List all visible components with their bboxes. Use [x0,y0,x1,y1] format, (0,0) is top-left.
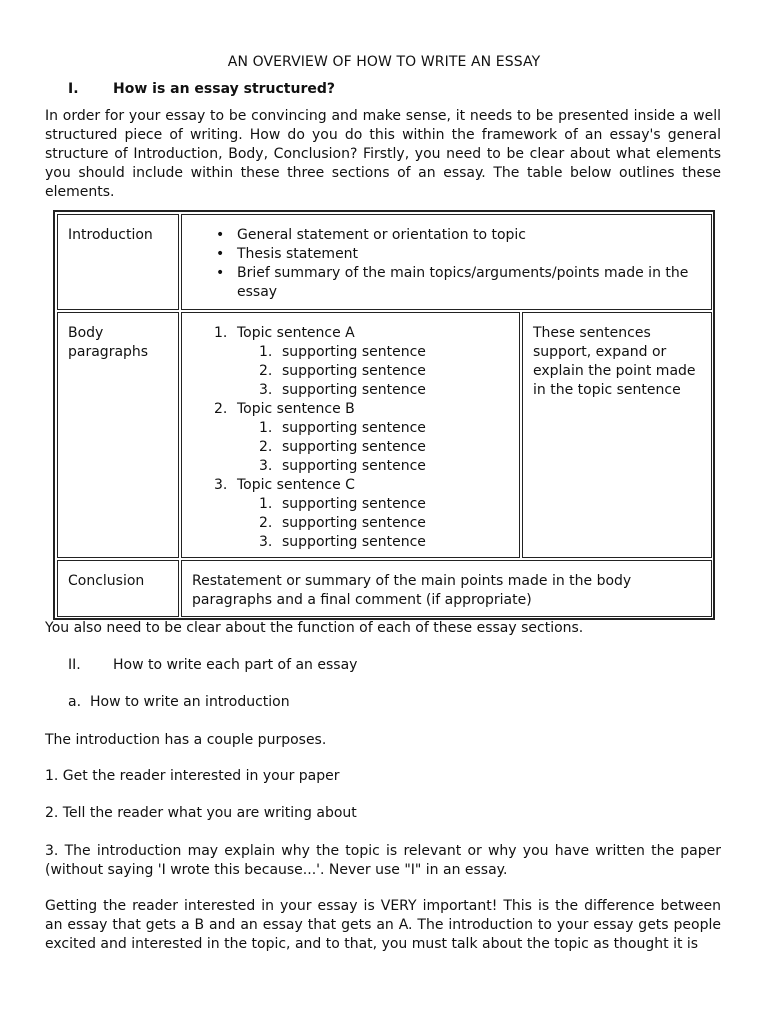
topic-number: 2. [214,401,228,417]
support-text: supporting sentence [282,496,426,512]
list-item [237,495,509,514]
list-item [237,419,509,438]
topic-label: Topic sentence B [237,401,355,417]
support-number: 1. [259,420,273,436]
topic-list [192,324,509,552]
list-item: • Brief summary of the main topics/arguments/points made in the essay [192,264,701,302]
topic-label: Topic sentence C [237,477,355,493]
body-note: These sentences support, expand or explain the point made in the topic sentence [533,325,696,398]
body-label: Body paragraphs [68,325,149,360]
section-1-heading [68,81,335,97]
list-item [192,476,509,552]
support-text: supporting sentence [282,515,426,531]
support-number: 1. [259,344,273,360]
conclusion-label: Conclusion [68,573,145,589]
support-text: supporting sentence [282,420,426,436]
list-item: • Thesis statement [192,245,701,264]
support-list [237,343,509,400]
section-2-heading [68,657,357,673]
list-item [237,438,509,457]
list-item [192,400,509,476]
cell-introduction-label [57,214,179,310]
support-text: supporting sentence [282,458,426,474]
introduction-label: Introduction [68,227,153,243]
introduction-bullet-list [192,226,701,302]
page-title: AN OVERVIEW OF HOW TO WRITE AN ESSAY [227,54,541,70]
support-number: 2. [259,439,273,455]
list-item [237,381,509,400]
intro-paragraph: In order for your essay to be convincing and make sense, it needs to be presented inside a well structured piece of writing. How do you do this within the framework of an essay's general structure of Introduction, Body, Conclusion? Firstly, you need to be clear about what elements you should include within these three sections of an essay. The table below outlines these elements. [45,108,721,200]
purpose-item: 3. The introduction may explain why the topic is relevant or why you have written the paper (without saying 'I wrote this because...'. Never use "I" in an essay. [45,843,721,878]
list-item [192,324,509,400]
support-text: supporting sentence [282,344,426,360]
after-table-text: You also need to be clear about the function of each of these essay sections. [45,620,584,636]
support-number: 3. [259,458,273,474]
cell-body-content [181,312,520,558]
cell-body-label [57,312,179,558]
cell-conclusion-content [181,560,712,617]
subsection-a-title: How to write an introduction [90,694,290,710]
cell-conclusion-label [57,560,179,617]
support-number: 1. [259,496,273,512]
section-2-number: II. [68,657,81,673]
cell-introduction-content [181,214,712,310]
subsection-a-heading [68,694,290,710]
subsection-a-letter: a. [68,694,82,710]
list-item [237,533,509,552]
list-item: • General statement or orientation to topic [192,226,701,245]
support-list [237,419,509,476]
support-number: 2. [259,363,273,379]
section-1-title: How is an essay structured? [113,81,336,97]
topic-number: 3. [214,477,228,493]
list-item [237,362,509,381]
support-number: 3. [259,534,273,550]
section-2-title: How to write each part of an essay [113,657,358,673]
list-item [237,457,509,476]
conclusion-text: Restatement or summary of the main points made in the body paragraphs and a final comment (if appropriate) [192,573,632,608]
topic-label: Topic sentence A [237,325,355,341]
section-1-number: I. [68,81,79,97]
support-text: supporting sentence [282,363,426,379]
support-text: supporting sentence [282,534,426,550]
list-item [237,343,509,362]
support-number: 3. [259,382,273,398]
support-number: 2. [259,515,273,531]
purpose-item: 1. Get the reader interested in your paper [45,768,340,784]
list-item [237,514,509,533]
support-text: supporting sentence [282,439,426,455]
support-text: supporting sentence [282,382,426,398]
cell-body-note [522,312,712,558]
purpose-item: 2. Tell the reader what you are writing about [45,805,357,821]
support-list [237,495,509,552]
closing-paragraph: Getting the reader interested in your essay is VERY important! This is the difference between an essay that gets a B and an essay that gets an A. The introduction to your essay gets people excited and interested in the topic, and to that, you must talk about the topic as thought it is [45,898,721,952]
purposes-intro: The introduction has a couple purposes. [45,732,327,748]
topic-number: 1. [214,325,228,341]
